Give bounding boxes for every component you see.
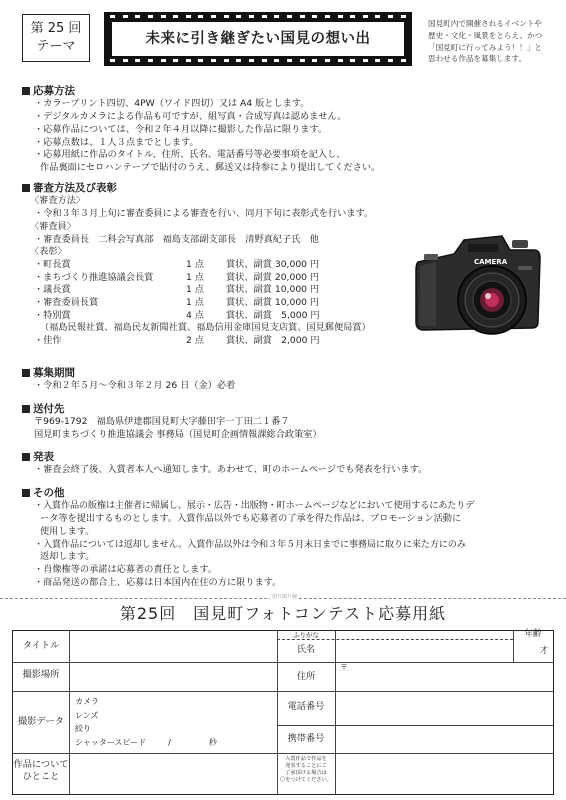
judging-method: ・令和３年３月上旬に審査委員による審査を行い、同月下旬に表彰式を行います。 (34, 208, 374, 220)
aperture-field[interactable]: 絞り (75, 724, 91, 734)
intro-line: 国見町内で開催されるイベントや (428, 19, 542, 28)
name-input[interactable] (336, 640, 512, 661)
location-label: 撮影場所 (22, 669, 60, 680)
award-row (34, 310, 371, 323)
entry-item: ・カラープリント四切、4PW（ワイド四切）又は A4 版とします。 (34, 98, 310, 110)
award-row (34, 259, 371, 272)
consent-note-line: 〇をつけてください。 (280, 777, 332, 784)
send-address: 〒969-1792 福島県伊達郡国見町大字藤田字一丁田二１番７ (34, 416, 290, 428)
other-item: ・入賞作品の版権は主催者に帰属し、展示・広告・出版物・町ホームページなどにおいて使用するにあたりデ (34, 500, 475, 512)
mobile-label: 携帯番号 (287, 733, 325, 744)
awards-table (34, 259, 371, 348)
shutter-unit: 秒 (208, 737, 217, 747)
award-count: 1 点 (186, 258, 204, 270)
cut-line-label: 切り取り線 (272, 594, 298, 600)
section-heading (22, 366, 552, 380)
award-row (34, 272, 371, 285)
phone-input[interactable] (336, 692, 552, 724)
judges-head: 〈審査員〉 (30, 220, 76, 232)
award-name: ・審査委員長賞 (34, 296, 99, 308)
section-heading (22, 486, 552, 500)
entry-item: 作品裏面にセロハンテープで貼付のうえ、郵送又は持参により提出してください。 (40, 161, 381, 173)
award-prize: 賞状、副賞 30,000 円 (226, 258, 320, 270)
form-rule (513, 631, 514, 662)
section-other (22, 486, 552, 589)
award-count: 4 点 (186, 309, 204, 321)
furigana-label: ふりがな (293, 631, 319, 639)
intro-line: 歴史・文化・風景をとらえ、かつ (428, 30, 543, 40)
intro-text (428, 18, 558, 65)
edition-number: 第 25 回 (30, 21, 82, 37)
section-heading (22, 402, 552, 416)
entry-item: ・応募作品については、令和２年４月以降に撮影した作品に限ります。 (34, 123, 328, 135)
judging-method-head: 〈審査方法〉 (30, 195, 86, 207)
period-text: ・令和２年５月～令和３年２月 26 日（金）必着 (34, 380, 236, 392)
award-prize: 賞状、副賞 5,000 円 (226, 309, 320, 321)
awards-head: 〈表彰〉 (30, 246, 67, 258)
other-item: 使用します。 (40, 525, 95, 537)
section-title: 送付先 (33, 403, 65, 415)
award-prize: 賞状、副賞 10,000 円 (226, 284, 320, 296)
entry-item: ・応募用紙に作品のタイトル、住所、氏名、電話番号等必要事項を記入し、 (34, 149, 346, 161)
section-heading (22, 181, 422, 195)
section-title: 応募方法 (33, 85, 75, 97)
award-prize: 賞状、副賞 20,000 円 (226, 271, 320, 283)
award-row (34, 335, 371, 348)
award-name: ・特別賞 (34, 309, 71, 321)
section-heading (22, 450, 552, 464)
comment-label-line: 作品について (13, 759, 69, 770)
shutter-slash: / (168, 737, 171, 747)
postal-mark: 〒 (340, 663, 348, 672)
section-period (22, 366, 552, 393)
film-perforations-top (110, 15, 406, 19)
publication-consent-note (277, 756, 335, 784)
comment-label (13, 759, 69, 783)
consent-note-line: 了承頂ける場合は (285, 770, 327, 777)
square-bullet-icon (22, 369, 30, 377)
form-title: 第25回 国見町フォトコンテスト応募用紙 (119, 604, 447, 623)
section-title: 発表 (33, 451, 54, 463)
judges: ・審査委員長 二科会写真部 福島支部副支部長 清野真紀子氏 他 (34, 233, 319, 245)
section-title: 募集期間 (33, 367, 75, 379)
award-name: ・町長賞 (34, 258, 71, 270)
consent-note-line: 入賞作品で作品を (285, 756, 327, 762)
square-bullet-icon (22, 87, 30, 95)
other-item: 返却します。 (40, 551, 95, 563)
square-bullet-icon (22, 405, 30, 413)
shooting-data-fields (75, 695, 217, 749)
award-prize: 賞状、副賞 2,000 円 (226, 335, 320, 347)
consent-note-line: 発表することにご (285, 763, 327, 770)
other-item: ータ等を提出するものとします。入賞作品以外でも応募者の了承を得た作品は、プロモーション活動に (40, 513, 462, 525)
intro-line: 思わせる作品を募集します。 (428, 54, 527, 64)
section-title: その他 (33, 487, 65, 499)
consent-mark-area[interactable] (336, 754, 552, 793)
data-label: 撮影データ (18, 716, 64, 727)
comment-label-line: ひとこと (22, 770, 60, 782)
award-count: 1 点 (186, 296, 204, 308)
award-note-row (34, 322, 371, 335)
award-name: ・佳作 (34, 335, 62, 347)
section-title: 審査方法及び表彰 (33, 182, 117, 194)
camera-illustration (414, 222, 542, 350)
theme-label: テーマ (36, 39, 76, 54)
section-send (22, 402, 552, 442)
name-label: 氏名 (296, 644, 316, 655)
section-judging (22, 181, 422, 348)
intro-line: 「国見町に行ってみよう！！」と (428, 42, 542, 52)
section-heading (22, 84, 552, 98)
entry-form (12, 630, 554, 795)
other-item: ・入賞作品については返却しません。入賞作品以外は令和３年５月末日までに事務局に取りに来た方にのみ (34, 538, 466, 550)
location-input[interactable] (70, 663, 276, 690)
address-input[interactable] (336, 663, 552, 690)
lens-field[interactable]: レンズ (75, 710, 99, 720)
film-perforations-bottom (110, 59, 406, 63)
section-announce (22, 450, 552, 477)
entry-item: ・デジタルカメラによる作品も可ですが、組写真・合成写真は認めません。 (34, 111, 347, 123)
square-bullet-icon (22, 489, 30, 497)
award-row (34, 284, 371, 297)
shutter-field[interactable] (75, 736, 217, 750)
award-prize: 賞状、副賞 10,000 円 (226, 296, 320, 308)
announce-text: ・審査会終了後、入賞者本人へ通知します。あわせて、町のホームページでも発表を行います。 (34, 464, 428, 476)
phone-label: 電話番号 (287, 701, 325, 712)
award-count: 1 点 (186, 271, 204, 283)
comment-input[interactable] (70, 754, 276, 793)
theme-title: 未来に引き継ぎたい国見の想い出 (112, 22, 404, 56)
mobile-input[interactable] (336, 726, 552, 752)
svg-text:CAMERA: CAMERA (474, 258, 508, 266)
age-unit: 才 (539, 646, 549, 656)
section-entry (22, 84, 552, 175)
entry-item: ・応募点数は、１人３点までとします。 (34, 136, 199, 148)
shutter-label: シャッタースピード (75, 737, 147, 747)
film-strip-banner (104, 12, 412, 66)
square-bullet-icon (22, 184, 30, 192)
award-count: 2 点 (186, 335, 204, 347)
square-bullet-icon (22, 453, 30, 461)
edition-box (22, 14, 90, 62)
title-label: タイトル (22, 640, 60, 651)
award-count: 1 点 (186, 284, 204, 296)
award-row (34, 297, 371, 310)
award-name: ・議長賞 (34, 284, 71, 296)
award-name: ・まちづくり推進協議会長賞 (34, 271, 154, 283)
age-label: 年齢 (524, 629, 542, 639)
camera-field[interactable]: カメラ (75, 697, 99, 706)
title-input[interactable] (70, 632, 276, 661)
special-award-note: （福島民報社賞、福島民友新聞社賞、福島信用金庫国見支店賞、国見郵便局賞） (40, 322, 371, 334)
send-office: 国見町まちづくり推進協議会 事務局（国見町企画情報課総合政策室） (34, 429, 322, 441)
address-label: 住所 (296, 671, 316, 682)
other-item: ・肖像権等の承諾は応募者の責任とします。 (34, 563, 218, 575)
other-item: ・商品発送の都合上、応募は日本国内在住の方に限ります。 (34, 576, 282, 588)
